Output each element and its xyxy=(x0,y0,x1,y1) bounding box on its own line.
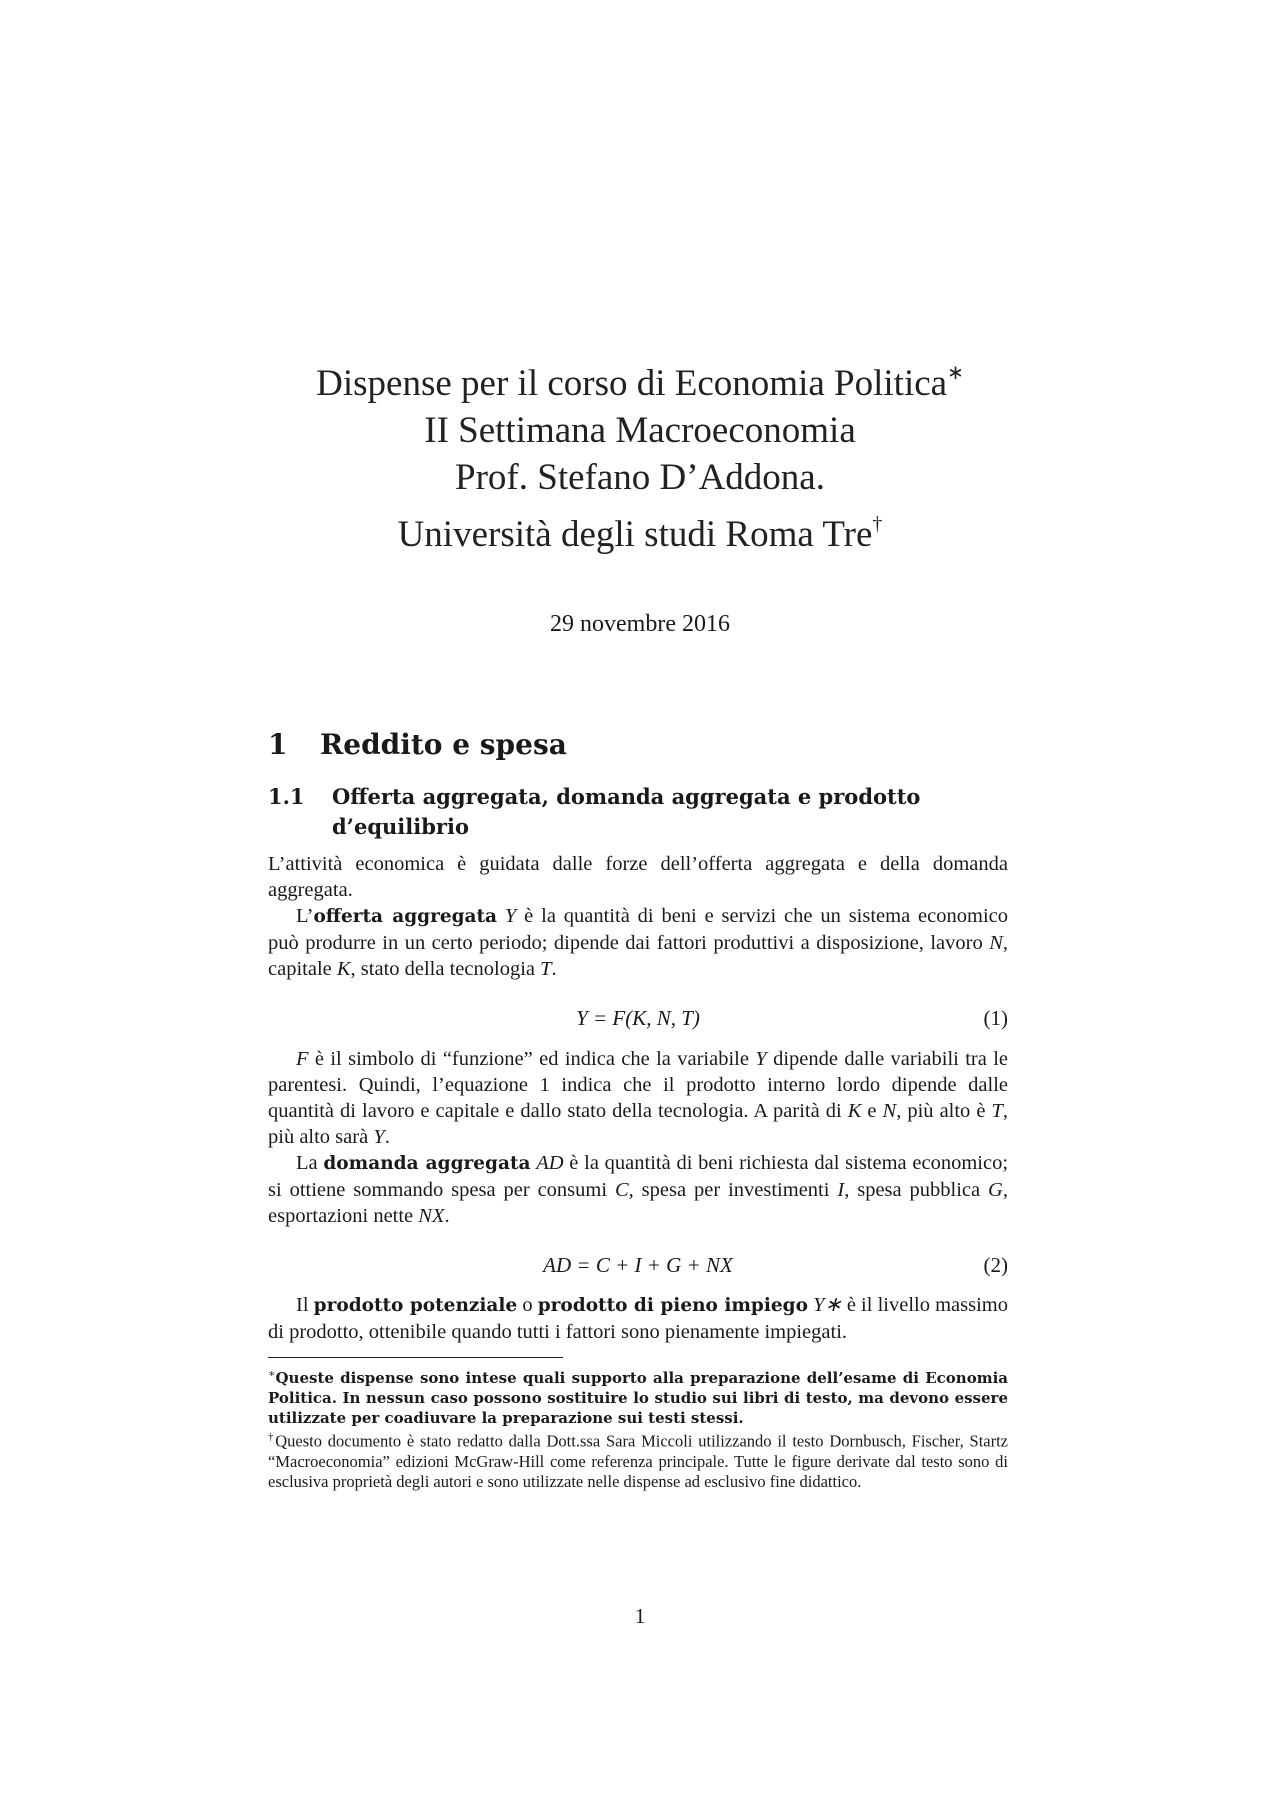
footnote-mark-star[interactable]: ∗ xyxy=(947,362,964,384)
subsection-heading xyxy=(268,782,1008,842)
var-nx: NX xyxy=(418,1205,445,1227)
paragraph-2 xyxy=(268,903,1008,982)
p5-text-b: o xyxy=(517,1294,538,1316)
var-y-star: Y∗ xyxy=(813,1294,842,1316)
p3-text-c: e xyxy=(861,1100,883,1122)
subsection-title: Offerta aggregata, domanda aggregata e prodotto d’equilibrio xyxy=(332,784,921,839)
title-line-4 xyxy=(0,501,1280,558)
p3-text-f: . xyxy=(384,1126,390,1148)
p3-text-a: è il simbolo di “funzione” ed indica che la variabile xyxy=(308,1048,756,1070)
page-number: 1 xyxy=(634,1604,646,1628)
p4-text-a: La xyxy=(296,1152,324,1174)
document-date: 29 novembre 2016 xyxy=(550,611,730,637)
equation-1-number: (1) xyxy=(983,1006,1008,1030)
var-n: N xyxy=(989,932,1003,954)
var-y: Y xyxy=(755,1048,767,1070)
subsection-number: 1.1 xyxy=(268,784,305,809)
p4-text-f: . xyxy=(444,1205,450,1227)
paragraph-3 xyxy=(268,1046,1008,1150)
p4-text-e: , esportazioni nette xyxy=(268,1179,1008,1227)
term-prodotto-potenziale: prodotto potenziale xyxy=(313,1295,518,1316)
var-f: F xyxy=(296,1048,309,1070)
var-t: T xyxy=(540,958,552,980)
footnote-mark-dagger[interactable]: † xyxy=(872,513,883,535)
var-y: Y xyxy=(373,1126,385,1148)
term-prodotto-pieno-impiego: prodotto di pieno impiego xyxy=(537,1295,808,1316)
footnote-rule xyxy=(268,1357,563,1358)
p3-text-b: dipende dalle variabili tra le parentesi. Quindi, l’equazione 1 indica che il prodotto interno lordo dipende dalle quantità di lavoro e capitale e dallo stato della tecnologia. A parità di xyxy=(268,1048,1008,1122)
p3-text-d: , più alto è xyxy=(896,1100,992,1122)
term-offerta-aggregata: offerta aggregata xyxy=(313,906,498,927)
title-line-3: Prof. Stefano D’Addona. xyxy=(455,457,825,498)
p4-text-c: , spesa per investimenti xyxy=(628,1179,838,1201)
footnote-2-text: Questo documento è stato redatto dalla Dott.ssa Sara Miccoli utilizzando il testo Dornbusch, Fischer, Startz “Macroeconomia” edizioni McGraw-Hill come referenza principale. Tutte le figure derivate dal testo sono di esclusiva proprietà degli autori e sono utilizzate nelle dispense ad esclusivo fine didattico. xyxy=(268,1431,1009,1491)
title-line-1-text: Dispense per il corso di Economia Politica xyxy=(316,363,948,404)
equation-1-expression: Y = F(K, N, T) xyxy=(576,1006,700,1030)
var-y: Y xyxy=(504,905,517,927)
paragraph-4 xyxy=(268,1150,1008,1229)
p2-text-d: , stato della tecnologia xyxy=(350,958,541,980)
var-k: K xyxy=(847,1100,862,1122)
equation-2-expression: AD = C + I + G + NX xyxy=(543,1253,733,1277)
equation-1 xyxy=(268,1006,1008,1036)
p2-text-b: è la quantità di beni e servizi che un sistema economico può produrre in un certo periodo; dipende dai fattori produttivi a disposizione, lavoro xyxy=(268,905,1008,954)
p3-text-e: , più alto sarà xyxy=(268,1100,1008,1148)
var-t: T xyxy=(991,1100,1003,1122)
section-number: 1 xyxy=(268,728,288,761)
p4-text-d: , spesa pubblica xyxy=(844,1179,989,1201)
p2-text-a: L’ xyxy=(296,905,314,927)
term-domanda-aggregata: domanda aggregata xyxy=(323,1153,531,1174)
title-line-1 xyxy=(0,350,1280,407)
footnote-1-mark: ∗ xyxy=(268,1367,276,1380)
var-k: K xyxy=(336,958,351,980)
p5-text-a: Il xyxy=(296,1294,314,1316)
equation-2 xyxy=(268,1253,1008,1283)
paragraph-5 xyxy=(268,1292,1008,1345)
var-c: C xyxy=(614,1179,629,1201)
equation-2-number: (2) xyxy=(983,1253,1008,1277)
var-i: I xyxy=(837,1179,845,1201)
var-n: N xyxy=(882,1100,897,1122)
title-line-2: II Settimana Macroeconomia xyxy=(424,410,856,451)
var-ad: AD xyxy=(536,1152,564,1174)
p5-text-c: è il livello massimo di prodotto, ottenibile quando tutti i fattori sono pienamente impiegati. xyxy=(268,1294,1008,1343)
footnote-2 xyxy=(268,1427,1008,1492)
document-title xyxy=(0,350,1280,558)
title-line-4-text: Università degli studi Roma Tre xyxy=(397,514,873,555)
footnote-1 xyxy=(268,1364,1008,1428)
p2-text-e: . xyxy=(551,958,557,980)
footnote-2-mark: † xyxy=(268,1431,276,1443)
p2-text-c: , capitale xyxy=(268,932,1008,980)
footnote-1-text: Queste dispense sono intese quali supporto alla preparazione dell’esame di Economia Politica. In nessun caso possono sostituire lo studio sui libri di testo, ma devono essere utilizzate per coadiuvare la preparazione sui testi stessi. xyxy=(268,1369,1008,1427)
section-heading xyxy=(268,728,567,761)
section-title: Reddito e spesa xyxy=(320,728,567,761)
paragraph-1: L’attività economica è guidata dalle forze dell’offerta aggregata e della domanda aggregata. xyxy=(268,853,1008,901)
var-g: G xyxy=(988,1179,1003,1201)
p4-text-b: è la quantità di beni richiesta dal sistema economico; si ottiene sommando spesa per consumi xyxy=(268,1152,1009,1201)
